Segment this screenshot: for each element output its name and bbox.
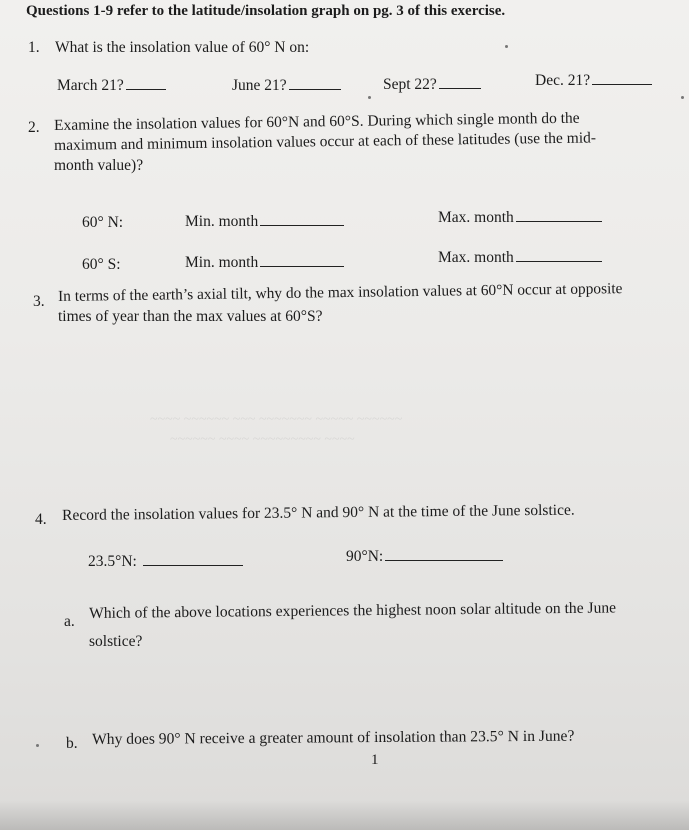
q2-row-60s-max <box>438 249 602 267</box>
q1-item-june-label: June 21? <box>232 77 287 94</box>
answer-blank-90n[interactable] <box>385 548 503 561</box>
answer-blank-june[interactable] <box>289 77 341 90</box>
q4a-line-1: Which of the above locations experiences the highest noon solar altitude on the June <box>89 599 617 622</box>
show-through-text: ~~~~~~ ~~~~ ~~~~~~~~~ ~~~~ <box>170 432 355 447</box>
answer-blank-60s-min[interactable] <box>260 254 344 267</box>
q2-line-3: month value)? <box>54 157 144 174</box>
page-bottom-shadow <box>0 800 689 830</box>
q1-text: What is the insolation value of 60° N on: <box>55 39 310 56</box>
q4b-text: Why does 90° N receive a greater amount of insolation than 23.5° N in June? <box>92 727 575 748</box>
paper-speck <box>505 45 508 48</box>
q2-line-1: Examine the insolation values for 60°N and 60°S. During which single month do the <box>54 109 580 134</box>
q4-field-23-5n-label: 23.5°N: <box>88 553 137 570</box>
q1-item-june <box>232 77 341 95</box>
page-header: Questions 1-9 refer to the latitude/insolation graph on pg. 3 of this exercise. <box>26 3 506 19</box>
q1-item-dec <box>535 72 652 90</box>
q2-row-60n-min-label: Min. month <box>185 213 259 230</box>
q1-number: 1. <box>28 39 40 56</box>
answer-blank-march[interactable] <box>126 77 166 90</box>
q4-field-90n <box>346 548 503 566</box>
q4-field-90n-label: 90°N: <box>346 548 384 565</box>
paper-speck <box>368 96 371 99</box>
answer-blank-dec[interactable] <box>592 72 652 85</box>
q2-row-60n-min <box>185 213 344 231</box>
answer-blank-60s-max[interactable] <box>516 249 602 262</box>
q2-row-60n-lat: 60° N: <box>82 214 124 231</box>
page-number: 1 <box>371 752 379 768</box>
paper-speck <box>36 744 39 747</box>
q4-number: 4. <box>35 511 47 528</box>
q3-line-1: In terms of the earth’s axial tilt, why do the max insolation values at 60°N occur at opposite <box>58 280 623 305</box>
answer-blank-60n-max[interactable] <box>516 209 602 222</box>
q1-item-march <box>57 77 166 95</box>
answer-blank-60n-min[interactable] <box>260 213 344 226</box>
q2-line-2: maximum and minimum insolation values occur at each of these latitudes (use the mid- <box>54 129 597 154</box>
show-through-text: ~~~~ ~~~~~~ ~~~ ~~~~~~~ ~~~~~ ~~~~~~ <box>150 412 403 427</box>
q4-field-23-5n <box>88 553 243 571</box>
q1-item-sept-label: Sept 22? <box>383 76 437 93</box>
q3-line-2: times of year than the max values at 60°S? <box>58 308 323 325</box>
q2-row-60s-max-label: Max. month <box>438 249 514 266</box>
q3-number: 3. <box>33 293 45 310</box>
q2-row-60n-max <box>438 209 602 227</box>
answer-blank-sept[interactable] <box>439 76 481 89</box>
q1-item-sept <box>383 76 481 94</box>
q2-row-60n-max-label: Max. month <box>438 209 514 226</box>
paper-speck <box>681 96 684 99</box>
q1-item-dec-label: Dec. 21? <box>535 72 591 89</box>
q2-row-60s-min-label: Min. month <box>185 254 259 271</box>
q4a-label: a. <box>64 613 75 630</box>
q1-item-march-label: March 21? <box>57 77 124 94</box>
q4a-line-2: solstice? <box>89 633 143 650</box>
q2-row-60s-min <box>185 254 344 272</box>
q4-text: Record the insolation values for 23.5° N and 90° N at the time of the June solstice. <box>62 501 575 524</box>
q2-number: 2. <box>28 119 40 136</box>
answer-blank-23-5n[interactable] <box>143 553 243 566</box>
q4b-label: b. <box>66 735 78 752</box>
q2-row-60s-lat: 60° S: <box>82 256 121 273</box>
